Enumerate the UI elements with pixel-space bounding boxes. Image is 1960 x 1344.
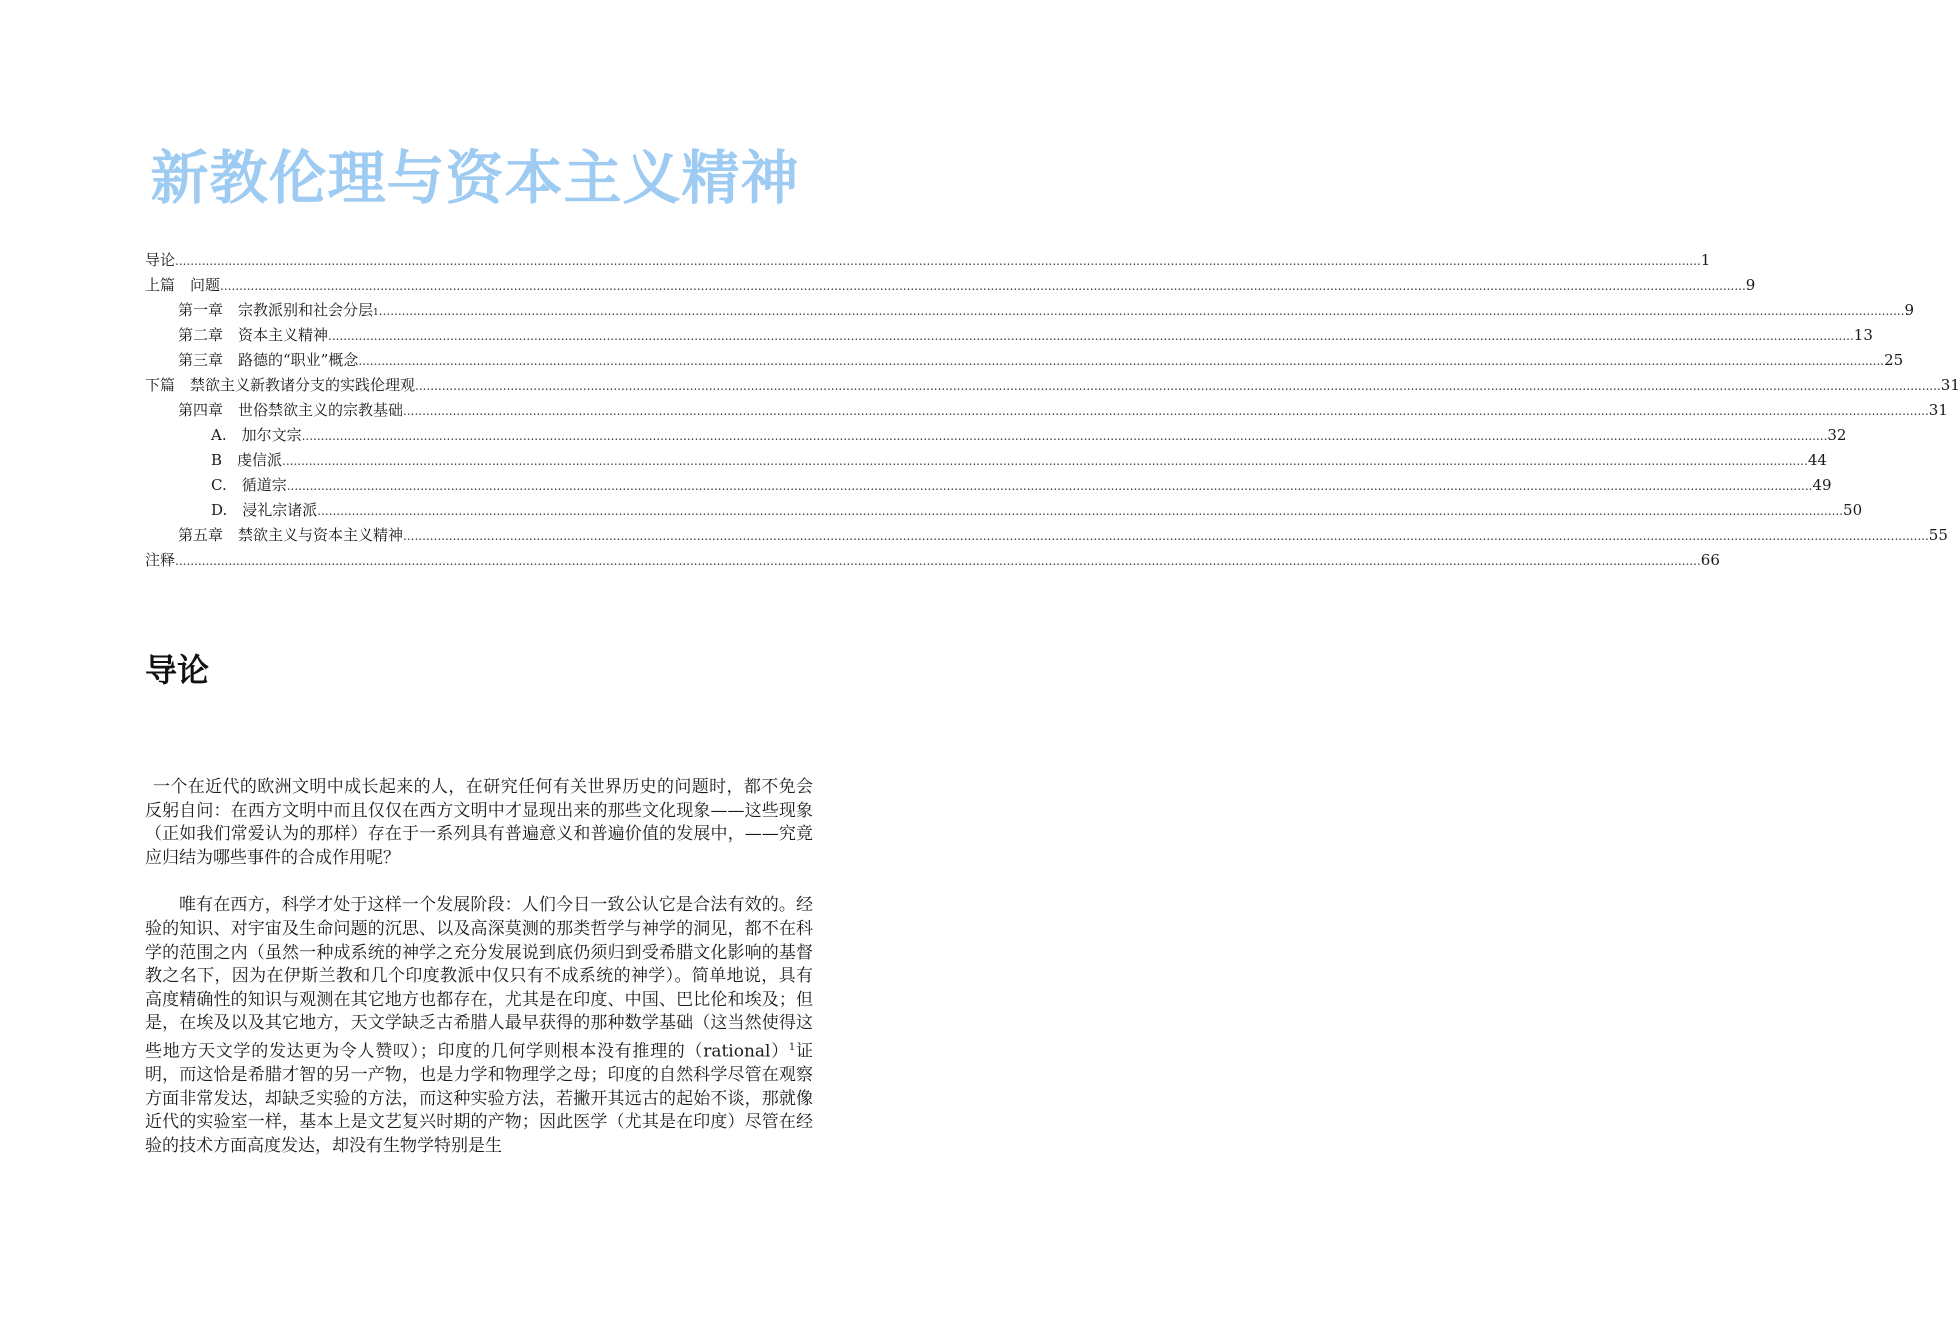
toc-entry-label: 第三章 路德的“职业”概念 — [178, 351, 359, 369]
toc-page-number: 55 — [1928, 526, 1948, 544]
toc-dot-leader: ................................................................................................................................................................................................................................................................................................................................................................................................................ — [358, 354, 1885, 368]
toc-page-number: 31 — [1928, 401, 1948, 419]
toc-dot-leader: ................................................................................................................................................................................................................................................................................................................................................................................................................ — [403, 529, 1929, 543]
toc-dot-leader: ................................................................................................................................................................................................................................................................................................................................................................................................................ — [403, 404, 1929, 418]
toc-entry[interactable] — [145, 423, 1847, 448]
toc-entry-label: 第五章 禁欲主义与资本主义精神 — [178, 526, 404, 544]
document-title: 新教伦理与资本主义精神 — [150, 144, 800, 212]
toc-dot-leader: ................................................................................................................................................................................................................................................................................................................................................................................................................ — [328, 329, 1854, 343]
toc-page-number: 9 — [1745, 276, 1756, 294]
toc-entry[interactable] — [145, 348, 1904, 373]
toc-page-number: 32 — [1827, 426, 1847, 444]
toc-entry[interactable] — [145, 398, 1948, 423]
toc-entry-label: 注释 — [145, 551, 176, 569]
table-of-contents — [145, 248, 1960, 573]
toc-dot-leader: ................................................................................................................................................................................................................................................................................................................................................................................................................ — [317, 504, 1844, 518]
toc-dot-leader: ................................................................................................................................................................................................................................................................................................................................................................................................................ — [286, 479, 1813, 493]
toc-page-number: 44 — [1807, 451, 1827, 469]
toc-entry-label: 第二章 资本主义精神 — [178, 326, 329, 344]
toc-entry[interactable] — [145, 498, 1863, 523]
toc-entry-label: A. 加尔文宗 — [211, 426, 302, 444]
toc-entry-label: B 虔信派 — [211, 451, 283, 469]
toc-page-number: 49 — [1812, 476, 1832, 494]
toc-dot-leader: ................................................................................................................................................................................................................................................................................................................................................................................................................ — [378, 304, 1905, 318]
toc-entry[interactable] — [145, 473, 1832, 498]
toc-entry-label: 上篇 问题 — [145, 276, 221, 294]
toc-entry[interactable]: 第一章 宗教派别和社会分层 1 ................................................................................................................................................................................................................................................................................................................................................................................................................ 9 — [145, 298, 807, 323]
toc-entry-label: D. 浸礼宗诸派 — [211, 501, 318, 519]
toc-entry[interactable] — [145, 323, 1873, 348]
paragraph-2-part-b: 证明，而这恰是希腊才智的另一产物，也是力学和物理学之母；印度的自然科学尽管在观察方面非常发达，却缺乏实验的方法，而这种实验方法，若撇开其远古的起始不谈，那就像近代的实验室一样，基本上是文艺复兴时期的产物；因此医学（尤其是在印度）尽管在经验的技术方面高度发达，却没有生物学特别是生 — [145, 1041, 813, 1156]
toc-page-number: 50 — [1843, 501, 1863, 519]
toc-page-number: 31 — [1940, 376, 1960, 394]
section-heading: 导论 — [145, 651, 210, 689]
toc-entry-label: 导论 — [145, 251, 176, 269]
toc-dot-leader: ................................................................................................................................................................................................................................................................................................................................................................................................................ — [282, 454, 1808, 468]
paragraph-2 — [145, 894, 813, 1158]
toc-entry[interactable] — [145, 523, 1948, 548]
toc-entry[interactable] — [145, 448, 1827, 473]
toc-page-number: 13 — [1853, 326, 1873, 344]
body-text — [145, 776, 813, 1159]
toc-dot-leader: ................................................................................................................................................................................................................................................................................................................................................................................................................ — [175, 254, 1701, 268]
toc-entry[interactable] — [145, 373, 1960, 398]
footnote-marker: 1 — [788, 1041, 796, 1053]
paragraph-1: 一个在近代的欧洲文明中成长起来的人，在研究任何有关世界历史的问题时，都不免会反躬自问：在西方文明中而且仅仅在西方文明中才显现出来的那些文化现象——这些现象（正如我们常爱认为的那样）存在于一系列具有普遍意义和普遍价值的发展中，——究竟应归结为哪些事件的合成作用呢？ — [145, 777, 813, 868]
toc-dot-leader: ................................................................................................................................................................................................................................................................................................................................................................................................................ — [220, 279, 1746, 293]
toc-dot-leader: ................................................................................................................................................................................................................................................................................................................................................................................................................ — [175, 554, 1701, 568]
toc-dot-leader: ................................................................................................................................................................................................................................................................................................................................................................................................................ — [415, 379, 1941, 393]
toc-page-number: 9 — [1904, 301, 1915, 319]
paragraph-2-part-a: 唯有在西方，科学才处于这样一个发展阶段：人们今日一致公认它是合法有效的。经验的知识、对宇宙及生命问题的沉思、以及高深莫测的那类哲学与神学的洞见，都不在科学的范围之内（虽然一种成系统的神学之充分发展说到底仍须归到受希腊文化影响的基督教之名下，因为在伊斯兰教和几个印度教派中仅只有不成系统的神学）。简单地说，具有高度精确性的知识与观测在其它地方也都存在，尤其是在印度、中国、巴比伦和埃及；但是，在埃及以及其它地方，天文学缺乏古希腊人最早获得的那种数学基础（这当然使得这些地方天文学的发达更为令人赞叹）；印度的几何学则根本没有推理的（rational） — [145, 895, 813, 1062]
toc-entry-label: C. 循道宗 — [211, 476, 287, 494]
toc-entry[interactable] — [145, 273, 1756, 298]
toc-entry-label: 第一章 宗教派别和社会分层 — [178, 301, 374, 319]
toc-page-number: 25 — [1884, 351, 1904, 369]
toc-entry-label: 下篇 禁欲主义新教诸分支的实践伦理观 — [145, 376, 416, 394]
toc-page-number: 1 — [1700, 251, 1711, 269]
toc-entry-label: 第四章 世俗禁欲主义的宗教基础 — [178, 401, 404, 419]
toc-dot-leader: ................................................................................................................................................................................................................................................................................................................................................................................................................ — [301, 429, 1828, 443]
toc-entry[interactable] — [145, 248, 1711, 273]
toc-page-number: 66 — [1700, 551, 1720, 569]
toc-entry[interactable] — [145, 548, 1720, 573]
